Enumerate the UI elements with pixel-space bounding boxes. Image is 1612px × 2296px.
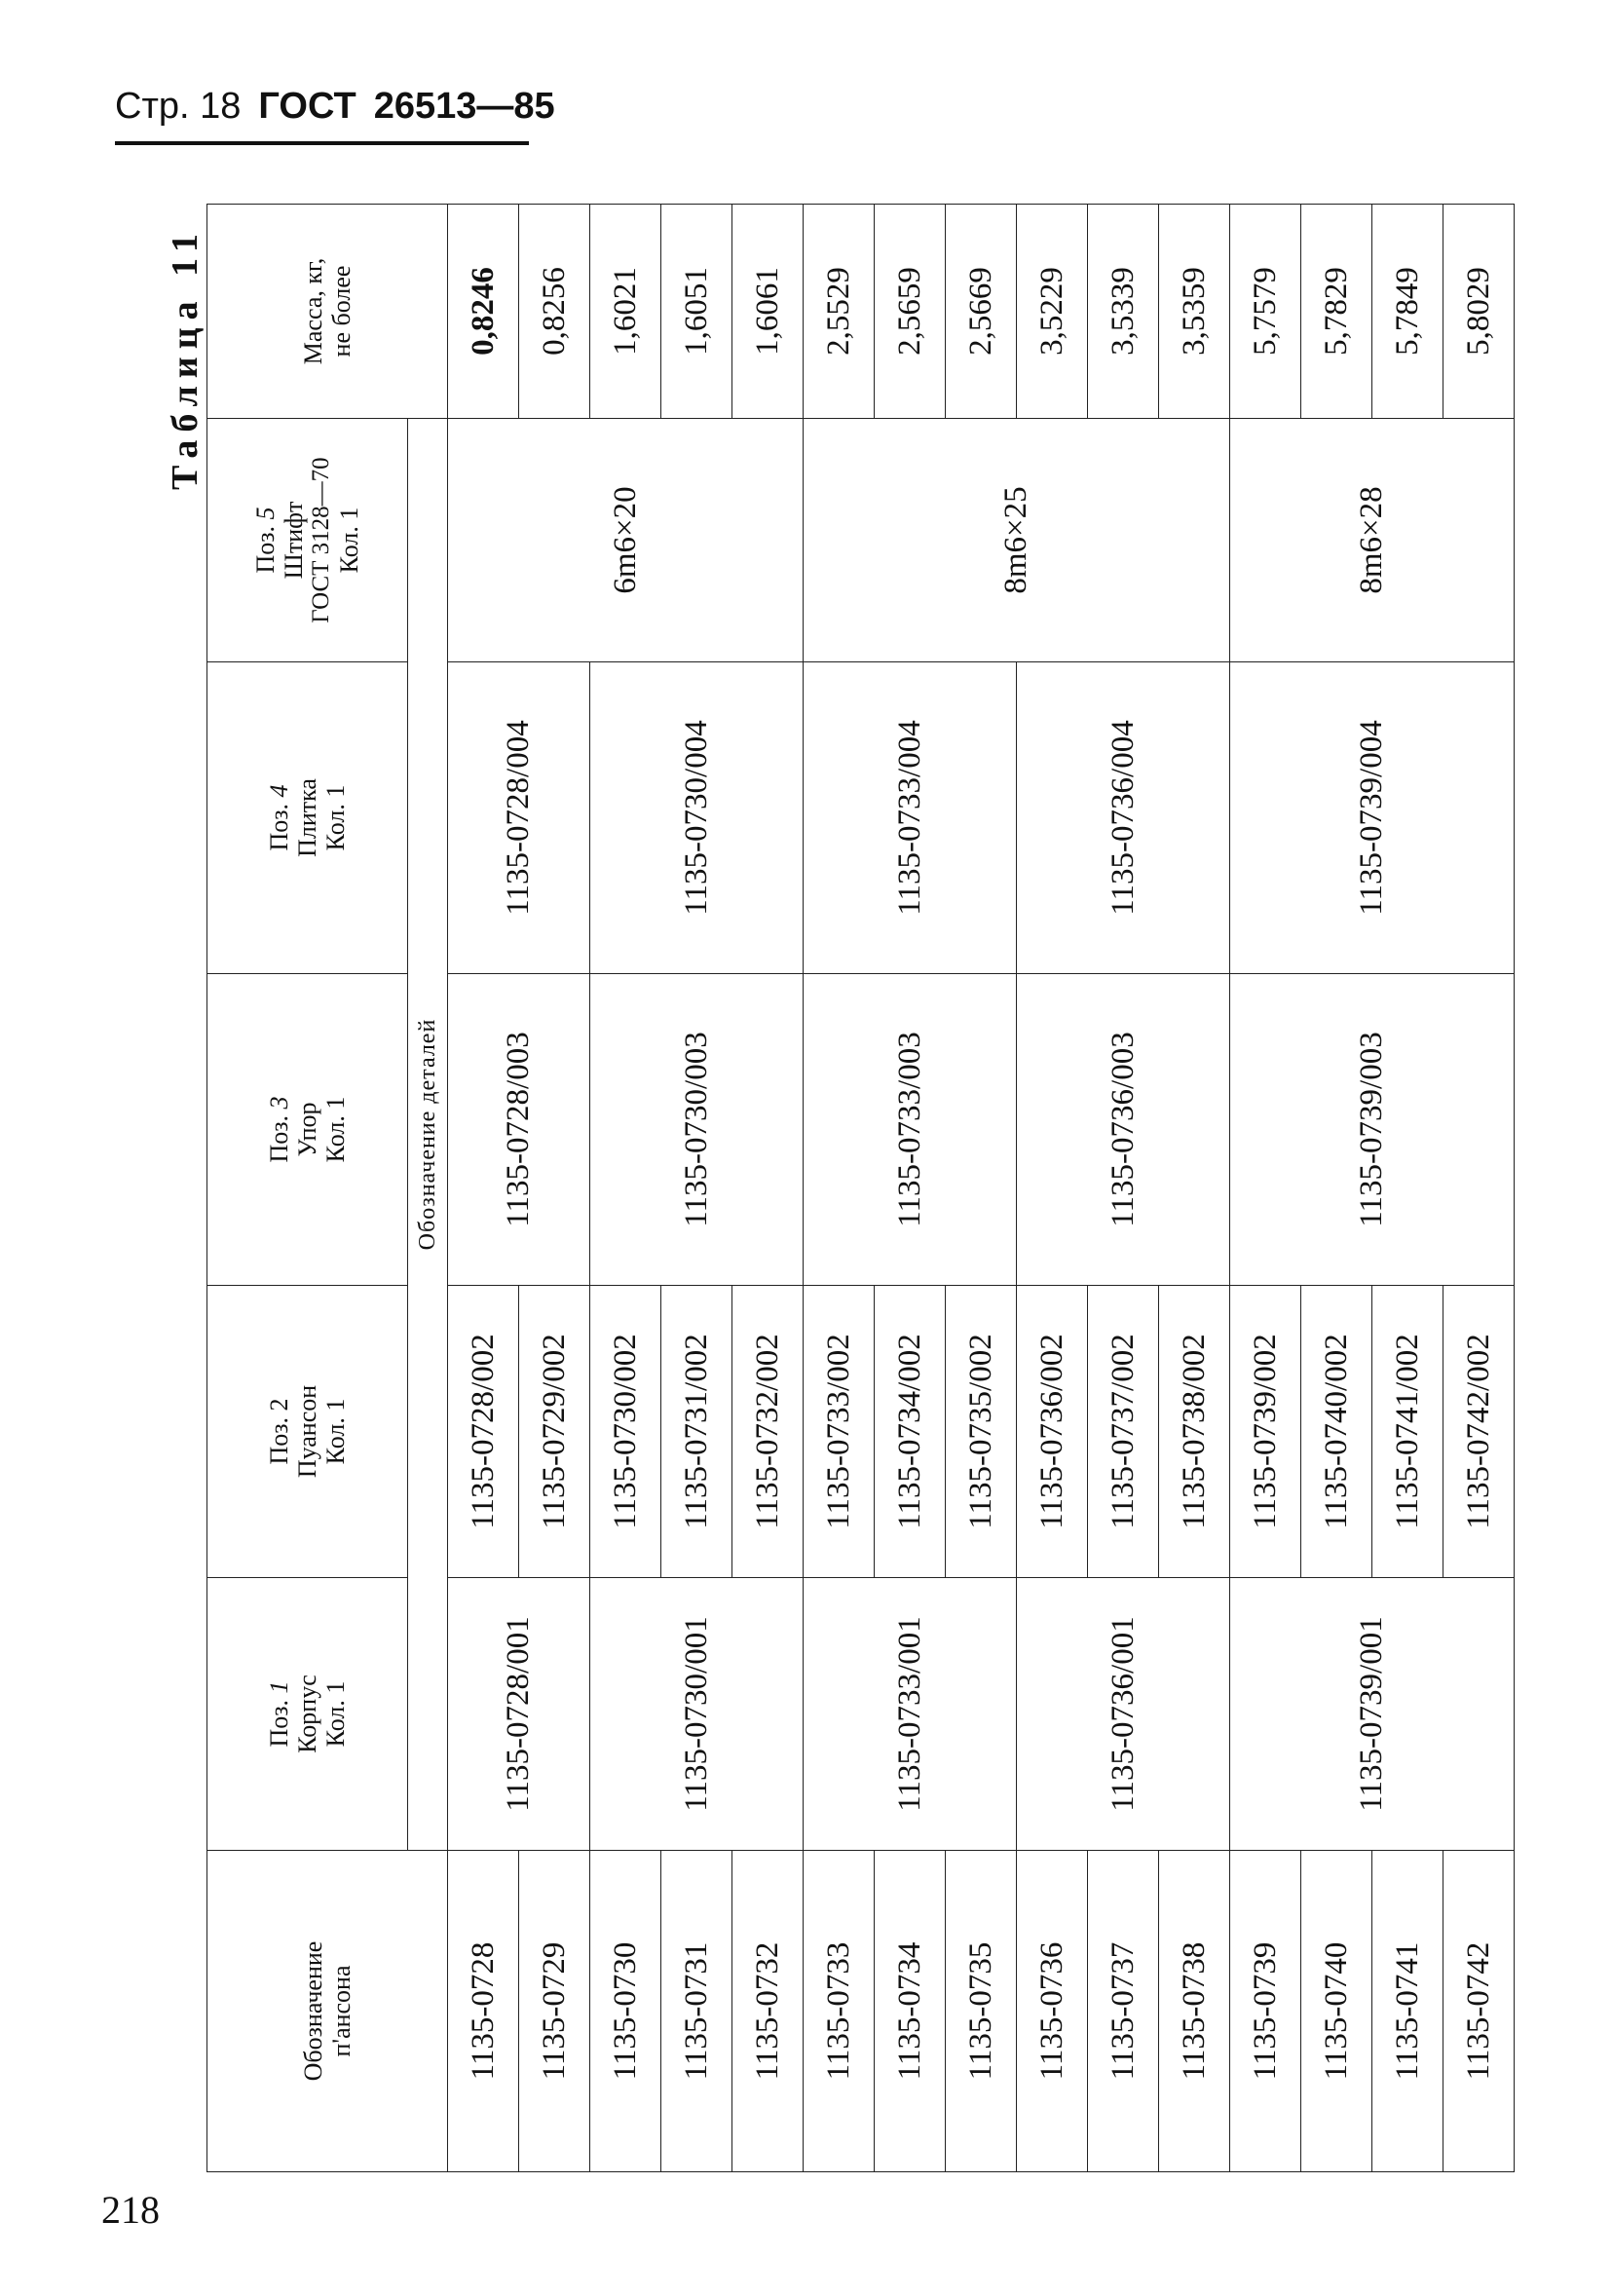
- group-header-details: Обозначение деталей: [408, 419, 448, 1851]
- standard-label: ГОСТ: [258, 86, 356, 127]
- cell-pos4: 1135-0733/004: [804, 662, 1017, 974]
- cell-pos2: 1135-0738/002: [1159, 1286, 1230, 1578]
- col-header-designation: Обозначение п'ансона: [207, 1851, 448, 2172]
- cell-designation: 1135-0737: [1088, 1851, 1159, 2172]
- col-header-pos3: Поз. 3 Упор Кол. 1: [207, 974, 408, 1286]
- cell-pos2: 1135-0733/002: [804, 1286, 875, 1578]
- cell-pos1: 1135-0736/001: [1017, 1578, 1230, 1851]
- cell-pos5: 6m6×20: [448, 419, 804, 662]
- cell-pos2: 1135-0728/002: [448, 1286, 519, 1578]
- cell-pos3: 1135-0733/003: [804, 974, 1017, 1286]
- cell-pos1: 1135-0730/001: [590, 1578, 804, 1851]
- cell-pos2: 1135-0740/002: [1301, 1286, 1372, 1578]
- page-number: 218: [101, 2188, 160, 2232]
- cell-pos1: 1135-0733/001: [804, 1578, 1017, 1851]
- cell-designation: 1135-0732: [732, 1851, 804, 2172]
- col-header-pos2: Поз. 2 Пуансон Кол. 1: [207, 1286, 408, 1578]
- cell-designation: 1135-0733: [804, 1851, 875, 2172]
- table-caption: Таблица 11: [165, 226, 206, 490]
- cell-pos5: 8m6×28: [1230, 419, 1515, 662]
- cell-pos3: 1135-0730/003: [590, 974, 804, 1286]
- header-rule: [115, 141, 529, 145]
- cell-pos2: 1135-0729/002: [519, 1286, 590, 1578]
- cell-mass: 5,8029: [1443, 205, 1515, 419]
- cell-designation: 1135-0741: [1372, 1851, 1443, 2172]
- cell-pos2: 1135-0731/002: [661, 1286, 732, 1578]
- cell-mass: 0,8256: [519, 205, 590, 419]
- cell-pos1: 1135-0728/001: [448, 1578, 590, 1851]
- cell-designation: 1135-0728: [448, 1851, 519, 2172]
- cell-mass: 5,7579: [1230, 205, 1301, 419]
- cell-mass: 1,6061: [732, 205, 804, 419]
- cell-pos2: 1135-0735/002: [946, 1286, 1017, 1578]
- cell-pos2: 1135-0734/002: [875, 1286, 946, 1578]
- table-row: [448, 205, 519, 2172]
- cell-designation: 1135-0736: [1017, 1851, 1088, 2172]
- cell-designation: 1135-0735: [946, 1851, 1017, 2172]
- cell-mass: 1,6021: [590, 205, 661, 419]
- col-header-mass: Масса, кг, не более: [207, 205, 448, 419]
- cell-designation: 1135-0730: [590, 1851, 661, 2172]
- page-label: Стр. 18: [115, 86, 242, 127]
- cell-mass: 3,5339: [1088, 205, 1159, 419]
- cell-pos2: 1135-0739/002: [1230, 1286, 1301, 1578]
- cell-designation: 1135-0739: [1230, 1851, 1301, 2172]
- cell-pos2: 1135-0736/002: [1017, 1286, 1088, 1578]
- cell-mass: 2,5659: [875, 205, 946, 419]
- cell-pos4: 1135-0730/004: [590, 662, 804, 974]
- cell-designation: 1135-0740: [1301, 1851, 1372, 2172]
- page-header: [115, 86, 573, 128]
- cell-pos2: 1135-0737/002: [1088, 1286, 1159, 1578]
- col-header-pos1: Поз. 1 Корпус Кол. 1: [207, 1578, 408, 1851]
- cell-pos2: 1135-0732/002: [732, 1286, 804, 1578]
- cell-pos4: 1135-0736/004: [1017, 662, 1230, 974]
- standard-number: 26513—85: [373, 86, 555, 127]
- cell-mass: 2,5529: [804, 205, 875, 419]
- parts-table: [206, 204, 1515, 2172]
- cell-designation: 1135-0734: [875, 1851, 946, 2172]
- table-row: [1230, 205, 1301, 2172]
- cell-pos3: 1135-0739/003: [1230, 974, 1515, 1286]
- col-header-pos5: Поз. 5 Штифт ГОСТ 3128—70 Кол. 1: [207, 419, 408, 662]
- cell-pos3: 1135-0728/003: [448, 974, 590, 1286]
- header-row: [207, 205, 408, 2172]
- rotated-table-block: [156, 205, 1510, 2172]
- table-row: [804, 205, 875, 2172]
- cell-mass: 0,8246: [448, 205, 519, 419]
- cell-mass: 3,5359: [1159, 205, 1230, 419]
- cell-mass: 3,5229: [1017, 205, 1088, 419]
- cell-mass: 2,5669: [946, 205, 1017, 419]
- cell-pos2: 1135-0742/002: [1443, 1286, 1515, 1578]
- cell-designation: 1135-0731: [661, 1851, 732, 2172]
- cell-designation: 1135-0738: [1159, 1851, 1230, 2172]
- cell-pos4: 1135-0739/004: [1230, 662, 1515, 974]
- cell-mass: 5,7829: [1301, 205, 1372, 419]
- cell-pos5: 8m6×25: [804, 419, 1230, 662]
- cell-designation: 1135-0729: [519, 1851, 590, 2172]
- cell-pos1: 1135-0739/001: [1230, 1578, 1515, 1851]
- cell-designation: 1135-0742: [1443, 1851, 1515, 2172]
- cell-mass: 1,6051: [661, 205, 732, 419]
- cell-mass: 5,7849: [1372, 205, 1443, 419]
- cell-pos2: 1135-0741/002: [1372, 1286, 1443, 1578]
- cell-pos3: 1135-0736/003: [1017, 974, 1230, 1286]
- col-header-pos4: Поз. 4 Плитка Кол. 1: [207, 662, 408, 974]
- cell-pos4: 1135-0728/004: [448, 662, 590, 974]
- cell-pos2: 1135-0730/002: [590, 1286, 661, 1578]
